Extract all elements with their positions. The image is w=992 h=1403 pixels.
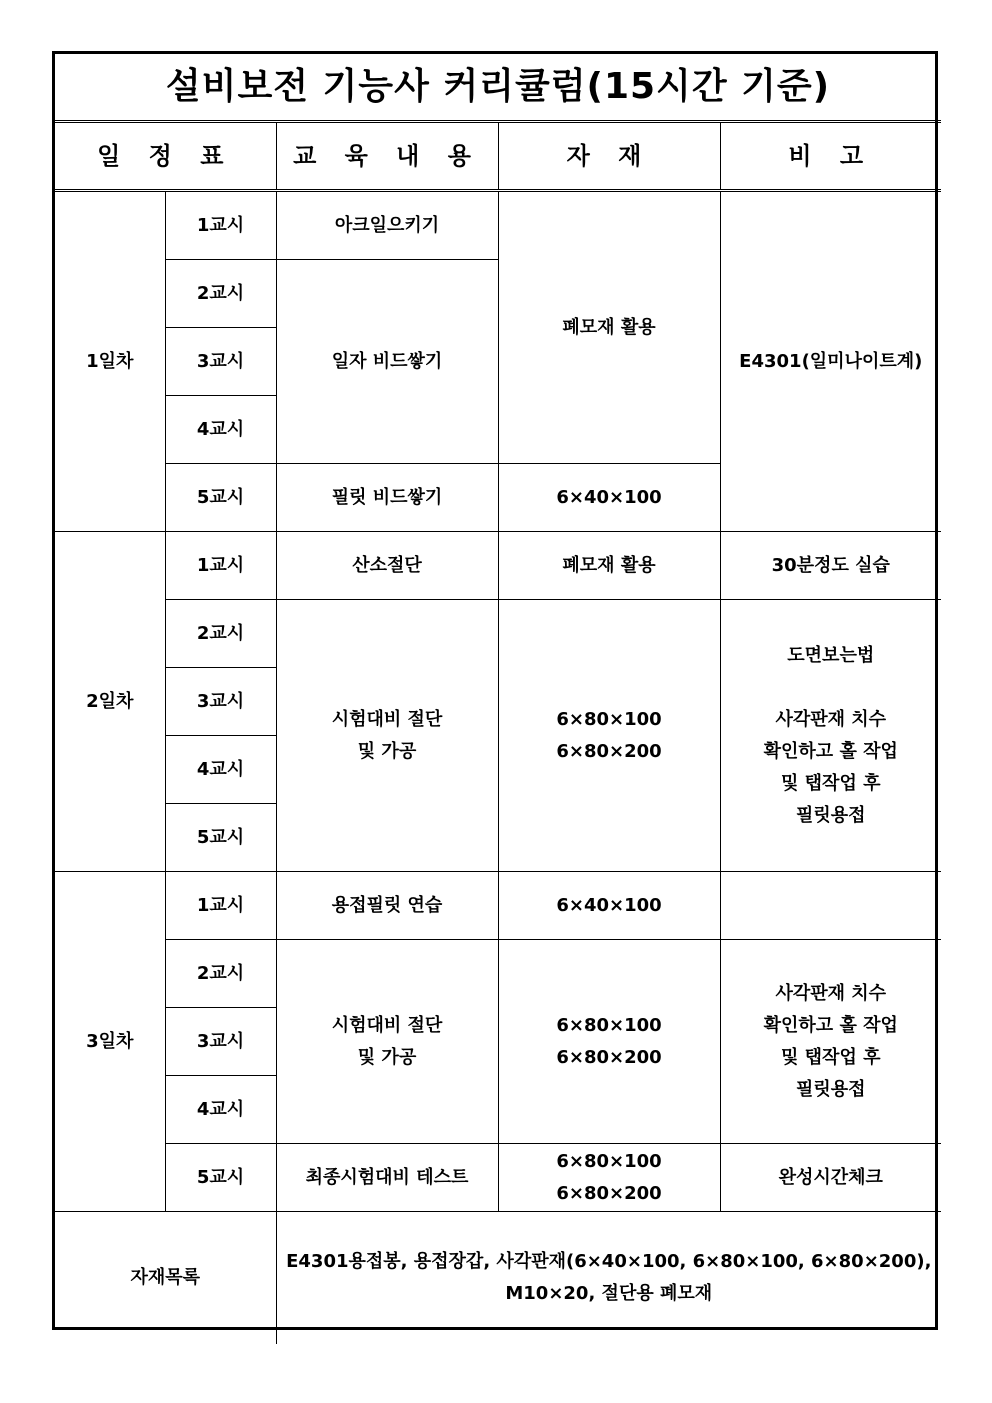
- note-line: 도면보는법: [787, 644, 875, 666]
- content-line: 시험대비 절단: [331, 708, 443, 730]
- materials-list-label: 자재목록: [55, 1212, 276, 1345]
- material-line: 6×80×200: [556, 1182, 662, 1204]
- day3-p5-content: 최종시험대비 테스트: [276, 1144, 498, 1212]
- note-line: 및 탭작업 후: [781, 772, 881, 794]
- day3-p1-content: 용접필릿 연습: [276, 872, 498, 940]
- period-label: 2교시: [165, 260, 276, 328]
- period-label: 1교시: [165, 532, 276, 600]
- materials-line: E4301용접봉, 용접장갑, 사각판재(6×40×100, 6×80×100, 6×80×200),: [286, 1251, 932, 1272]
- curriculum-table: [55, 54, 941, 1344]
- material-line: 6×80×200: [556, 1046, 662, 1068]
- period-label: 5교시: [165, 1144, 276, 1212]
- note-line: 필릿용접: [795, 1078, 866, 1100]
- day-3-label: 3일차: [55, 872, 165, 1212]
- period-label: 2교시: [165, 940, 276, 1008]
- period-label: 1교시: [165, 872, 276, 940]
- period-label: 3교시: [165, 328, 276, 396]
- header-schedule: 일 정 표: [55, 122, 276, 191]
- day2-p2-5-material: [498, 600, 720, 872]
- day3-p2-4-material: [498, 940, 720, 1144]
- note-line: 사각판재 치수: [775, 708, 887, 730]
- day2-p1-material: 폐모재 활용: [498, 532, 720, 600]
- period-label: 1교시: [165, 191, 276, 260]
- materials-list: [276, 1212, 941, 1345]
- period-label: 3교시: [165, 1008, 276, 1076]
- material-line: 6×80×200: [556, 740, 662, 762]
- day3-p1-note: [720, 872, 941, 940]
- content-line: 및 가공: [357, 740, 417, 762]
- curriculum-sheet: [52, 51, 938, 1330]
- day-2-label: 2일차: [55, 532, 165, 872]
- day1-p1-content: 아크일으키기: [276, 191, 498, 260]
- period-label: 5교시: [165, 804, 276, 872]
- note-spacer: [721, 672, 942, 704]
- day2-p1-note: 30분정도 실습: [720, 532, 941, 600]
- page-title: 설비보전 기능사 커리큘럼(15시간 기준): [55, 54, 941, 122]
- day2-p2-5-note: [720, 600, 941, 872]
- day1-p5-material: 6×40×100: [498, 464, 720, 532]
- day1-material-waste: 폐모재 활용: [498, 191, 720, 464]
- materials-line: M10×20, 절단용 폐모재: [505, 1283, 713, 1304]
- day1-p5-content: 필릿 비드쌓기: [276, 464, 498, 532]
- day1-note: E4301(일미나이트계): [720, 191, 941, 532]
- period-label: 4교시: [165, 396, 276, 464]
- day3-p1-material: 6×40×100: [498, 872, 720, 940]
- day2-p1-content: 산소절단: [276, 532, 498, 600]
- period-label: 3교시: [165, 668, 276, 736]
- day1-p2-4-content: 일자 비드쌓기: [276, 260, 498, 464]
- note-line: 확인하고 홀 작업: [763, 1014, 898, 1036]
- material-line: 6×80×100: [556, 1014, 662, 1036]
- day2-p2-5-content: [276, 600, 498, 872]
- material-line: 6×80×100: [556, 708, 662, 730]
- note-line: 필릿용접: [795, 804, 866, 826]
- day-1-label: 1일차: [55, 191, 165, 532]
- content-line: 시험대비 절단: [331, 1014, 443, 1036]
- header-content: 교 육 내 용: [276, 122, 498, 191]
- day3-p5-material: [498, 1144, 720, 1212]
- day3-p2-4-note: [720, 940, 941, 1144]
- header-note: 비 고: [720, 122, 941, 191]
- header-material: 자 재: [498, 122, 720, 191]
- day3-p5-note: 완성시간체크: [720, 1144, 941, 1212]
- day3-p2-4-content: [276, 940, 498, 1144]
- period-label: 4교시: [165, 1076, 276, 1144]
- period-label: 5교시: [165, 464, 276, 532]
- material-line: 6×80×100: [556, 1150, 662, 1172]
- period-label: 4교시: [165, 736, 276, 804]
- note-line: 확인하고 홀 작업: [763, 740, 898, 762]
- content-line: 및 가공: [357, 1046, 417, 1068]
- note-line: 사각판재 치수: [775, 982, 887, 1004]
- period-label: 2교시: [165, 600, 276, 668]
- note-line: 및 탭작업 후: [781, 1046, 881, 1068]
